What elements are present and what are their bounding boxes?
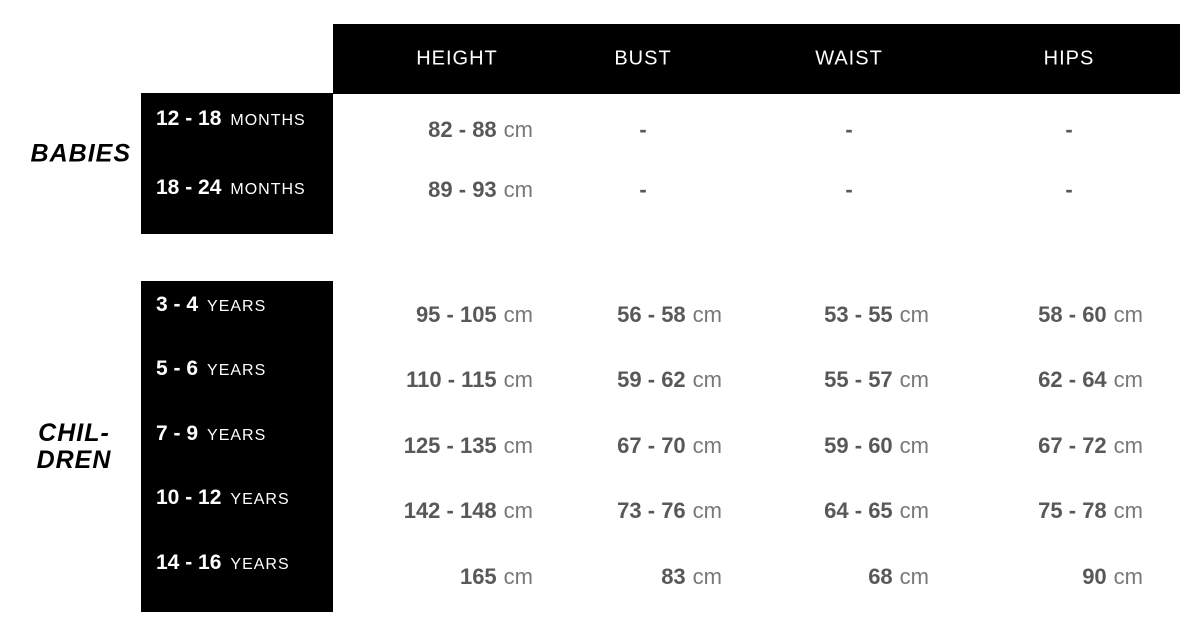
measurement-value: 89 - 93 [428, 177, 497, 202]
cell-10-12-waist [824, 498, 929, 524]
measurement-unit: cm [503, 564, 533, 589]
cell-7-9-waist [824, 433, 929, 459]
measurement-value: - [1065, 117, 1073, 142]
cell-7-9-height [404, 433, 533, 459]
group-label-children [18, 420, 130, 474]
age-unit: MONTHS [230, 181, 306, 198]
measurement-unit: cm [899, 367, 929, 392]
group-label-babies [0, 140, 131, 169]
column-header-hips: HIPS [1043, 47, 1095, 70]
row-label-12-18-months [156, 107, 306, 131]
cell-18-24-bust [639, 177, 646, 203]
measurement-value: 64 - 65 [824, 498, 893, 523]
cell-14-16-bust [661, 564, 722, 590]
cell-5-6-height [406, 367, 533, 393]
measurement-value: - [845, 117, 853, 142]
column-header-height: HEIGHT [416, 47, 498, 70]
age-range: 5 - 6 [156, 357, 199, 380]
measurement-unit: cm [1113, 433, 1143, 458]
measurement-unit: cm [503, 498, 533, 523]
cell-14-16-hips [1082, 564, 1143, 590]
measurement-value: 53 - 55 [824, 302, 893, 327]
cell-5-6-waist [824, 367, 929, 393]
cell-18-24-height [428, 177, 533, 203]
measurement-value: 56 - 58 [617, 302, 686, 327]
measurement-unit: cm [1113, 564, 1143, 589]
measurement-unit: cm [503, 433, 533, 458]
age-range: 3 - 4 [156, 293, 199, 316]
age-range: 7 - 9 [156, 422, 199, 445]
cell-18-24-waist [845, 177, 852, 203]
measurement-value: 125 - 135 [403, 433, 497, 458]
age-unit: YEARS [230, 491, 290, 508]
measurement-value: 142 - 148 [403, 498, 497, 523]
age-range: 18 - 24 [156, 176, 222, 199]
cell-12-18-hips [1065, 117, 1072, 143]
cell-14-16-waist [868, 564, 929, 590]
cell-3-4-waist [824, 302, 929, 328]
measurement-unit: cm [692, 498, 722, 523]
column-header-waist: WAIST [815, 47, 883, 70]
measurement-unit: cm [899, 498, 929, 523]
measurement-value: 110 - 115 [406, 367, 497, 392]
measurement-unit: cm [899, 302, 929, 327]
measurement-unit: cm [503, 177, 533, 202]
row-label-10-12-years [156, 486, 290, 510]
measurement-unit: cm [899, 564, 929, 589]
cell-10-12-bust [617, 498, 722, 524]
measurement-unit: cm [1113, 302, 1143, 327]
cell-10-12-hips [1038, 498, 1143, 524]
age-range: 12 - 18 [156, 107, 222, 130]
measurement-value: - [639, 177, 647, 202]
measurement-unit: cm [692, 302, 722, 327]
measurement-unit: cm [692, 367, 722, 392]
age-unit: YEARS [230, 556, 290, 573]
cell-10-12-height [404, 498, 533, 524]
group-label-children-line2: DREN [36, 446, 112, 474]
cell-3-4-hips [1038, 302, 1143, 328]
measurement-value: - [845, 177, 853, 202]
cell-7-9-hips [1038, 433, 1143, 459]
measurement-unit: cm [503, 302, 533, 327]
measurement-value: 165 [459, 564, 497, 589]
cell-7-9-bust [617, 433, 722, 459]
measurement-unit: cm [692, 564, 722, 589]
cell-5-6-hips [1038, 367, 1143, 393]
measurement-unit: cm [1113, 367, 1143, 392]
row-label-18-24-months [156, 176, 306, 200]
measurement-value: 95 - 105 [415, 302, 497, 327]
measurement-value: 68 [868, 564, 893, 589]
measurement-value: 59 - 62 [617, 367, 686, 392]
row-label-5-6-years [156, 357, 266, 381]
measurement-value: 67 - 72 [1038, 433, 1107, 458]
cell-12-18-waist [845, 117, 852, 143]
age-unit: YEARS [207, 298, 267, 315]
measurement-value: 58 - 60 [1038, 302, 1107, 327]
measurement-value: 83 [661, 564, 686, 589]
row-label-14-16-years [156, 551, 290, 575]
row-label-7-9-years [156, 422, 266, 446]
measurement-value: 75 - 78 [1038, 498, 1107, 523]
cell-18-24-hips [1065, 177, 1072, 203]
age-unit: MONTHS [230, 112, 306, 129]
measurement-unit: cm [503, 367, 533, 392]
column-header-bust: BUST [614, 47, 672, 70]
measurement-value: - [639, 117, 647, 142]
measurement-value: - [1065, 177, 1073, 202]
cell-5-6-bust [617, 367, 722, 393]
measurement-value: 62 - 64 [1038, 367, 1107, 392]
measurement-unit: cm [1113, 498, 1143, 523]
age-range: 10 - 12 [156, 486, 222, 509]
age-unit: YEARS [207, 362, 267, 379]
row-label-3-4-years [156, 293, 266, 317]
cell-14-16-height [460, 564, 533, 590]
cell-3-4-bust [617, 302, 722, 328]
measurement-unit: cm [692, 433, 722, 458]
group-label-children-line1: CHIL- [38, 419, 110, 447]
measurement-value: 73 - 76 [617, 498, 686, 523]
measurement-value: 82 - 88 [428, 117, 497, 142]
measurement-unit: cm [899, 433, 929, 458]
measurement-value: 55 - 57 [824, 367, 893, 392]
measurement-value: 67 - 70 [617, 433, 686, 458]
age-unit: YEARS [207, 427, 267, 444]
measurement-value: 90 [1082, 564, 1107, 589]
cell-12-18-bust [639, 117, 646, 143]
group-label-babies-text: BABIES [30, 139, 131, 168]
cell-12-18-height [428, 117, 533, 143]
cell-3-4-height [416, 302, 533, 328]
measurement-unit: cm [503, 117, 533, 142]
measurement-value: 59 - 60 [824, 433, 893, 458]
age-range: 14 - 16 [156, 551, 222, 574]
